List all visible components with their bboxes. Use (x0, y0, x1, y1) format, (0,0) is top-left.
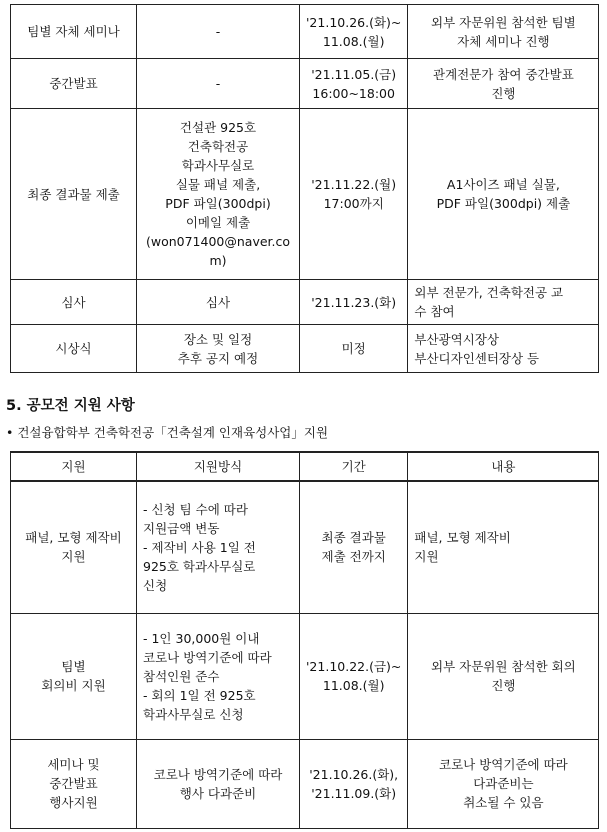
table-row (11, 5, 599, 59)
note-cell: 부산광역시장상 부산디자인센터장상 등 (408, 325, 599, 373)
content-cell: 외부 자문위원 참석한 회의 진행 (408, 613, 599, 739)
table-header-row (11, 452, 599, 481)
detail-cell: - (137, 59, 300, 109)
detail-cell: - (137, 5, 300, 59)
content-cell: 패널, 모형 제작비 지원 (408, 481, 599, 613)
note-cell: A1사이즈 패널 실물, PDF 파일(300dpi) 제출 (408, 109, 599, 280)
period-cell: '21.10.22.(금)~ 11.08.(월) (300, 613, 408, 739)
header-period: 기간 (300, 452, 408, 481)
stage-cell: 심사 (11, 280, 137, 325)
support-table (10, 451, 599, 829)
method-cell: - 신청 팀 수에 따라 지원금액 변동 - 제작비 사용 1일 전 925호 학과사무실로 신청 (137, 481, 300, 613)
date-cell: '21.10.26.(화)~ 11.08.(월) (300, 5, 408, 59)
detail-cell: 건설관 925호 건축학전공 학과사무실로 실물 패널 제출, PDF 파일(300dpi) 이메일 제출 (won071400@naver.co m) (137, 109, 300, 280)
detail-cell: 장소 및 일정 추후 공지 예정 (137, 325, 300, 373)
detail-cell: 심사 (137, 280, 300, 325)
note-cell: 외부 전문가, 건축학전공 교 수 참여 (408, 280, 599, 325)
method-cell: - 1인 30,000원 이내 코로나 방역기준에 따라 참석인원 준수 - 회의 1일 전 925호 학과사무실로 신청 (137, 613, 300, 739)
header-method: 지원방식 (137, 452, 300, 481)
stage-cell: 팀별 자체 세미나 (11, 5, 137, 59)
date-cell: '21.11.22.(월) 17:00까지 (300, 109, 408, 280)
period-cell: 최종 결과물 제출 전까지 (300, 481, 408, 613)
section-title: 5. 공모전 지원 사항 (6, 398, 135, 414)
table-row (11, 325, 599, 373)
content-cell: 코로나 방역기준에 따라 다과준비는 취소될 수 있음 (408, 739, 599, 828)
table-row (11, 613, 599, 739)
stage-cell: 시상식 (11, 325, 137, 373)
period-cell: '21.10.26.(화), '21.11.09.(화) (300, 739, 408, 828)
date-cell: '21.11.05.(금) 16:00~18:00 (300, 59, 408, 109)
date-cell: 미정 (300, 325, 408, 373)
schedule-table (10, 4, 599, 373)
note-cell: 관계전문가 참여 중간발표 진행 (408, 59, 599, 109)
table-row (11, 59, 599, 109)
section-bullet: • 건설융합학부 건축학전공「건축설계 인재육성사업」지원 (6, 425, 329, 440)
header-content: 내용 (408, 452, 599, 481)
method-cell: 코로나 방역기준에 따라 행사 다과준비 (137, 739, 300, 828)
date-cell: '21.11.23.(화) (300, 280, 408, 325)
stage-cell: 중간발표 (11, 59, 137, 109)
stage-cell: 최종 결과물 제출 (11, 109, 137, 280)
table-row (11, 739, 599, 828)
table-row (11, 280, 599, 325)
table-row (11, 481, 599, 613)
type-cell: 팀별 회의비 지원 (11, 613, 137, 739)
header-type: 지원 (11, 452, 137, 481)
note-cell: 외부 자문위원 참석한 팀별 자체 세미나 진행 (408, 5, 599, 59)
type-cell: 세미나 및 중간발표 행사지원 (11, 739, 137, 828)
type-cell: 패널, 모형 제작비 지원 (11, 481, 137, 613)
table-row (11, 109, 599, 280)
